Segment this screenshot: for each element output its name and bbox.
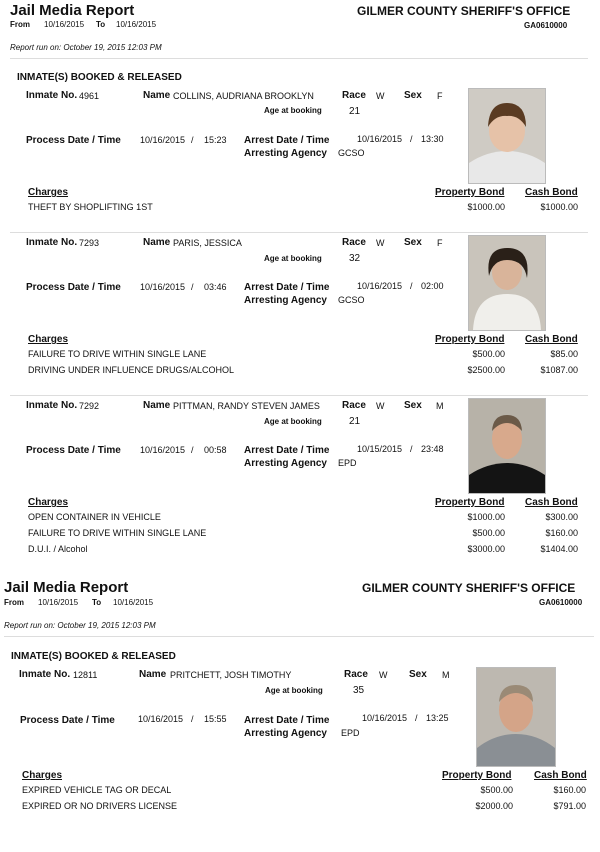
- arrest-time: 02:00: [421, 281, 444, 291]
- cash-bond-value: $85.00: [550, 349, 578, 359]
- inmate-no: 12811: [73, 670, 98, 680]
- charge-text: OPEN CONTAINER IN VEHICLE: [28, 512, 161, 522]
- name-label: Name: [143, 237, 171, 248]
- process-label: Process Date / Time: [26, 445, 121, 456]
- agency-label: Arresting Agency: [244, 295, 327, 306]
- charge-text: THEFT BY SHOPLIFTING 1ST: [28, 202, 153, 212]
- inmate-no-label: Inmate No.: [26, 237, 78, 248]
- property-bond-value: $500.00: [472, 528, 505, 538]
- age-value: 21: [349, 416, 361, 427]
- inmate-name: COLLINS, AUDRIANA BROOKLYN: [173, 91, 314, 101]
- charge-text: EXPIRED OR NO DRIVERS LICENSE: [22, 801, 178, 811]
- arrest-date: 10/16/2015: [357, 134, 403, 144]
- process-time: 15:23: [204, 135, 227, 145]
- arrest-date: 10/16/2015: [362, 713, 408, 723]
- from-label: From: [10, 20, 30, 29]
- section-heading: INMATE(S) BOOKED & RELEASED: [11, 651, 176, 662]
- property-bond-header: Property Bond: [442, 770, 512, 781]
- name-label: Name: [143, 400, 171, 411]
- arrest-date: 10/16/2015: [357, 281, 403, 291]
- from-label: From: [4, 598, 24, 607]
- process-date: 10/16/2015: [140, 445, 186, 455]
- inmate-name: PARIS, JESSICA: [173, 238, 242, 248]
- charges-header: Charges: [28, 187, 69, 198]
- from-date: 10/16/2015: [44, 20, 85, 29]
- process-time: 15:55: [204, 714, 227, 724]
- property-bond-value: $2500.00: [467, 365, 505, 375]
- booking-photo: [476, 667, 556, 767]
- divider: [10, 395, 588, 396]
- process-date: 10/16/2015: [140, 282, 186, 292]
- arresting-agency: GCSO: [338, 148, 365, 158]
- inmate-no-label: Inmate No.: [26, 400, 78, 411]
- report-run: Report run on: October 19, 2015 12:03 PM: [4, 621, 156, 630]
- arrest-label: Arrest Date / Time: [244, 282, 330, 293]
- cash-bond-value: $160.00: [545, 528, 578, 538]
- report-title: Jail Media Report: [4, 579, 129, 596]
- age-label: Age at booking: [264, 106, 322, 115]
- race-value: W: [376, 401, 385, 411]
- inmate-name: PITTMAN, RANDY STEVEN JAMES: [173, 401, 320, 411]
- agency-label: Arresting Agency: [244, 458, 327, 469]
- arresting-agency: GCSO: [338, 295, 365, 305]
- arresting-agency: EPD: [341, 728, 360, 738]
- property-bond-header: Property Bond: [435, 497, 505, 508]
- divider: [10, 232, 588, 233]
- sex-label: Sex: [404, 400, 422, 411]
- age-label: Age at booking: [264, 417, 322, 426]
- arrest-label: Arrest Date / Time: [244, 715, 330, 726]
- cash-bond-header: Cash Bond: [525, 334, 578, 345]
- inmate-no-label: Inmate No.: [19, 669, 71, 680]
- section-heading: INMATE(S) BOOKED & RELEASED: [17, 72, 182, 83]
- inmate-no-label: Inmate No.: [26, 90, 78, 101]
- race-label: Race: [342, 400, 366, 411]
- agency-name: GILMER COUNTY SHERIFF'S OFFICE: [362, 581, 576, 595]
- sex-value: F: [437, 238, 443, 248]
- cash-bond-value: $1000.00: [540, 202, 578, 212]
- charges-header: Charges: [28, 497, 69, 508]
- process-time: 00:58: [204, 445, 227, 455]
- cash-bond-value: $1404.00: [540, 544, 578, 554]
- report-run: Report run on: October 19, 2015 12:03 PM: [10, 43, 162, 52]
- sex-label: Sex: [404, 237, 422, 248]
- cash-bond-header: Cash Bond: [525, 187, 578, 198]
- arrest-time: 13:25: [426, 713, 449, 723]
- property-bond-value: $1000.00: [467, 512, 505, 522]
- process-label: Process Date / Time: [20, 715, 115, 726]
- property-bond-value: $3000.00: [467, 544, 505, 554]
- name-label: Name: [139, 669, 167, 680]
- property-bond-header: Property Bond: [435, 334, 505, 345]
- property-bond-value: $2000.00: [475, 801, 513, 811]
- race-value: W: [376, 238, 385, 248]
- to-label: To: [96, 20, 106, 29]
- to-date: 10/16/2015: [116, 20, 157, 29]
- property-bond-value: $1000.00: [467, 202, 505, 212]
- to-date: 10/16/2015: [113, 598, 154, 607]
- sex-label: Sex: [409, 669, 427, 680]
- charges-header: Charges: [28, 334, 69, 345]
- cash-bond-value: $791.00: [553, 801, 586, 811]
- arrest-time: 23:48: [421, 444, 444, 454]
- agency-name: GILMER COUNTY SHERIFF'S OFFICE: [357, 4, 571, 18]
- arrest-time: 13:30: [421, 134, 444, 144]
- agency-label: Arresting Agency: [244, 728, 327, 739]
- agency-label: Arresting Agency: [244, 148, 327, 159]
- process-date: 10/16/2015: [140, 135, 186, 145]
- race-label: Race: [342, 90, 366, 101]
- cash-bond-value: $300.00: [545, 512, 578, 522]
- process-label: Process Date / Time: [26, 135, 121, 146]
- age-value: 32: [349, 253, 361, 264]
- name-label: Name: [143, 90, 171, 101]
- inmate-name: PRITCHETT, JOSH TIMOTHY: [170, 670, 292, 680]
- race-label: Race: [344, 669, 368, 680]
- race-label: Race: [342, 237, 366, 248]
- property-bond-header: Property Bond: [435, 187, 505, 198]
- sex-value: M: [436, 401, 444, 411]
- charges-header: Charges: [22, 770, 63, 781]
- process-time: 03:46: [204, 282, 227, 292]
- sex-value: M: [442, 670, 450, 680]
- cash-bond-value: $160.00: [553, 785, 586, 795]
- sex-label: Sex: [404, 90, 422, 101]
- from-date: 10/16/2015: [38, 598, 79, 607]
- ori-code: GA0610000: [524, 21, 568, 30]
- charge-text: D.U.I. / Alcohol: [28, 544, 88, 554]
- inmate-no: 7292: [79, 401, 100, 411]
- age-label: Age at booking: [265, 686, 323, 695]
- property-bond-value: $500.00: [472, 349, 505, 359]
- inmate-no: 7293: [79, 238, 100, 248]
- age-value: 21: [349, 106, 361, 117]
- property-bond-value: $500.00: [480, 785, 513, 795]
- charge-text: FAILURE TO DRIVE WITHIN SINGLE LANE: [28, 528, 207, 538]
- arrest-date: 10/15/2015: [357, 444, 403, 454]
- ori-code: GA0610000: [539, 598, 583, 607]
- race-value: W: [379, 670, 388, 680]
- cash-bond-header: Cash Bond: [525, 497, 578, 508]
- divider: [10, 58, 588, 59]
- booking-photo: [468, 88, 546, 184]
- report-title: Jail Media Report: [10, 2, 135, 19]
- arresting-agency: EPD: [338, 458, 357, 468]
- process-date: 10/16/2015: [138, 714, 184, 724]
- charge-text: EXPIRED VEHICLE TAG OR DECAL: [22, 785, 172, 795]
- charge-text: FAILURE TO DRIVE WITHIN SINGLE LANE: [28, 349, 207, 359]
- age-value: 35: [353, 685, 365, 696]
- charge-text: DRIVING UNDER INFLUENCE DRUGS/ALCOHOL: [28, 365, 235, 375]
- inmate-no: 4961: [79, 91, 100, 101]
- cash-bond-header: Cash Bond: [534, 770, 587, 781]
- booking-photo: [468, 398, 546, 494]
- race-value: W: [376, 91, 385, 101]
- arrest-label: Arrest Date / Time: [244, 135, 330, 146]
- sex-value: F: [437, 91, 443, 101]
- booking-photo: [468, 235, 546, 331]
- cash-bond-value: $1087.00: [540, 365, 578, 375]
- to-label: To: [92, 598, 102, 607]
- process-label: Process Date / Time: [26, 282, 121, 293]
- age-label: Age at booking: [264, 254, 322, 263]
- divider: [4, 636, 594, 637]
- arrest-label: Arrest Date / Time: [244, 445, 330, 456]
